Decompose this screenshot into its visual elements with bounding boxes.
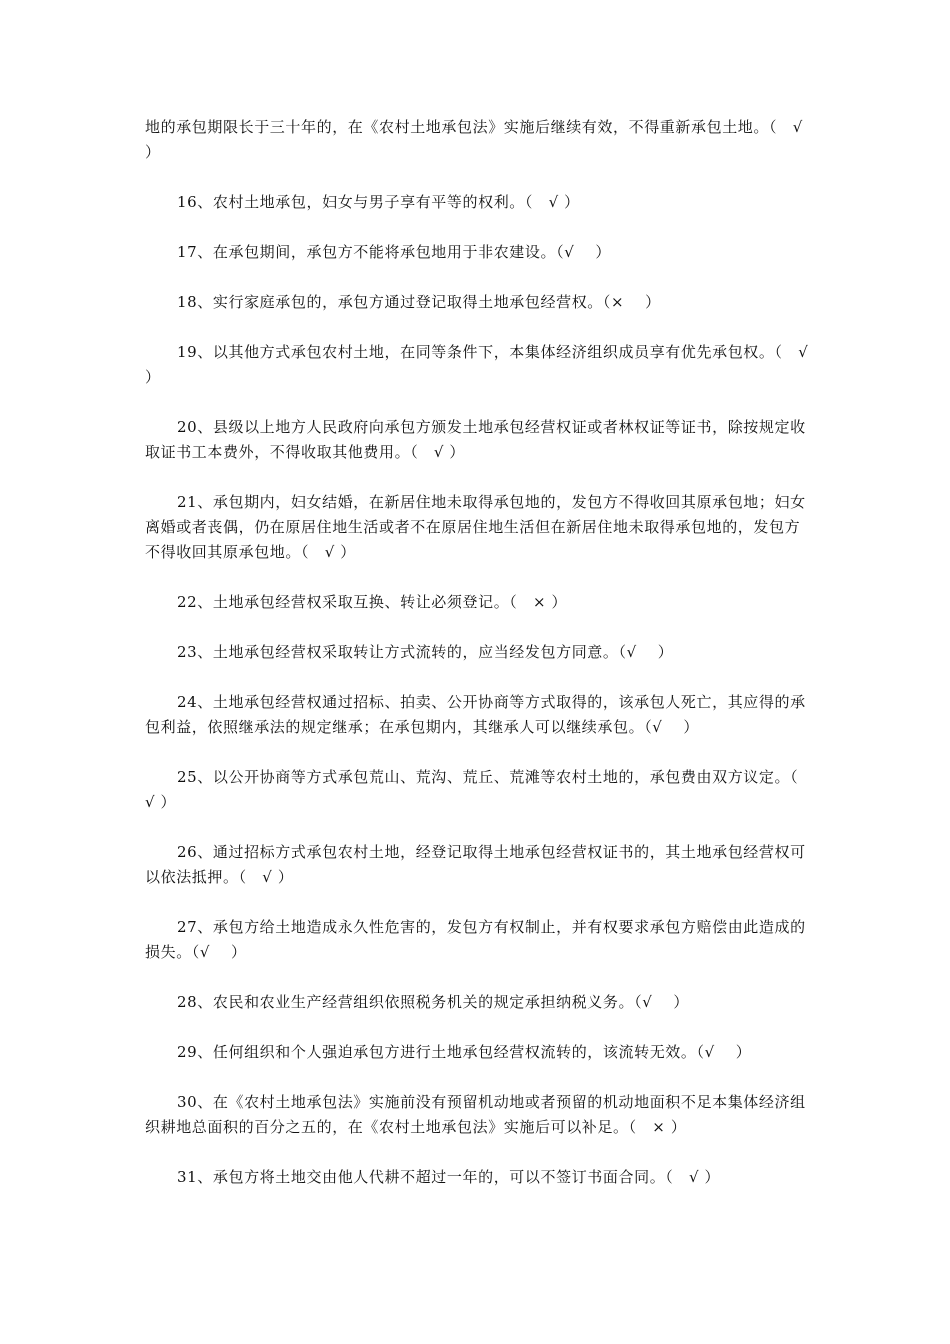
question-29: 29、任何组织和个人强迫承包方进行土地承包经营权流转的，该流转无效。（√ ） — [177, 1043, 752, 1061]
question-28: 28、农民和农业生产经营组织依照税务机关的规定承担纳税义务。（√ ） — [177, 993, 689, 1011]
question-18: 18、实行家庭承包的，承包方通过登记取得土地承包经营权。（× ） — [177, 293, 661, 311]
question-21: 21、承包期内，妇女结婚，在新居住地未取得承包地的，发包方不得收回其原承包地；妇女离婚或者丧偶，仍在原居住地生活或者不在原居住地生活但在新居住地未取得承包地的，发包方不得收回其原承包地。（ √ ） — [145, 493, 806, 561]
paragraph-continuation-15: 地的承包期限长于三十年的，在《农村土地承包法》实施后继续有效，不得重新承包土地。（ √ ） — [145, 118, 803, 161]
question-23: 23、土地承包经营权采取转让方式流转的，应当经发包方同意。（√ ） — [177, 643, 674, 661]
question-19: 19、以其他方式承包农村土地，在同等条件下，本集体经济组织成员享有优先承包权。（ √ ） — [145, 343, 809, 386]
question-26: 26、通过招标方式承包农村土地，经登记取得土地承包经营权证书的，其土地承包经营权可以依法抵押。（ √ ） — [145, 843, 806, 886]
question-31: 31、承包方将土地交由他人代耕不超过一年的，可以不签订书面合同。（ √ ） — [177, 1168, 721, 1186]
document-body — [145, 115, 814, 1215]
question-17: 17、在承包期间，承包方不能将承包地用于非农建设。（√ ） — [177, 243, 611, 261]
question-30: 30、在《农村土地承包法》实施前没有预留机动地或者预留的机动地面积不足本集体经济组织耕地总面积的百分之五的，在《农村土地承包法》实施后可以补足。（ × ） — [145, 1093, 806, 1136]
question-24: 24、土地承包经营权通过招标、拍卖、公开协商等方式取得的，该承包人死亡，其应得的承包利益，依照继承法的规定继承；在承包期内，其继承人可以继续承包。（√ ） — [145, 693, 806, 736]
question-27: 27、承包方给土地造成永久性危害的，发包方有权制止，并有权要求承包方赔偿由此造成的损失。（√ ） — [145, 918, 806, 961]
question-25: 25、以公开协商等方式承包荒山、荒沟、荒丘、荒滩等农村土地的，承包费由双方议定。（ √ ） — [145, 768, 814, 811]
question-16: 16、农村土地承包，妇女与男子享有平等的权利。（ √ ） — [177, 193, 580, 211]
question-20: 20、县级以上地方人民政府向承包方颁发土地承包经营权证或者林权证等证书，除按规定收取证书工本费外，不得收取其他费用。（ √ ） — [145, 418, 806, 461]
question-22: 22、土地承包经营权采取互换、转让必须登记。（ × ） — [177, 593, 568, 611]
